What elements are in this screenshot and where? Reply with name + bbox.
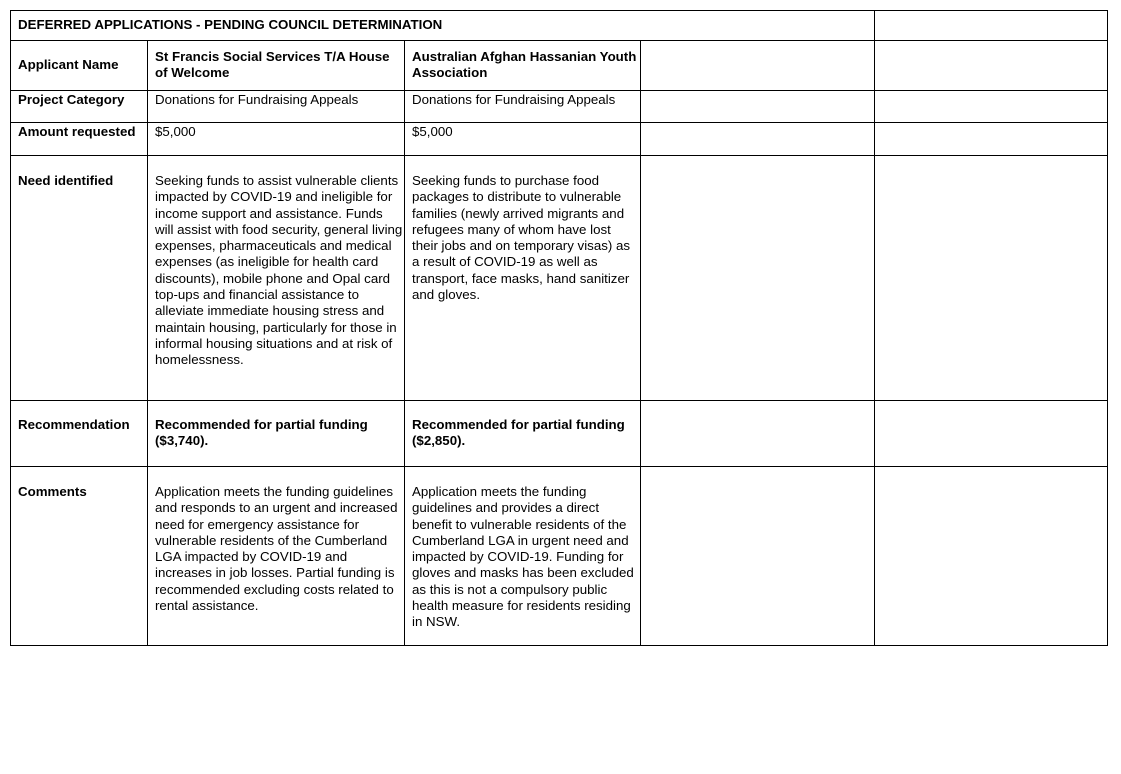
amount-requested-label: Amount requested — [11, 123, 148, 156]
recommendation-1: Recommended for partial funding ($3,740). — [148, 401, 405, 467]
empty-cell — [875, 401, 1108, 467]
amount-requested-row — [11, 123, 1108, 156]
empty-cell — [875, 11, 1108, 41]
comments-1: Application meets the funding guidelines and responds to an urgent and increased need for emergency assistance for vulnerable residents of the Cumberland LGA impacted by COVID-19 and increases in job losses. Partial funding is recommended excluding costs related to rental assistance. — [148, 467, 405, 646]
empty-cell — [875, 467, 1108, 646]
applicant-name-label: Applicant Name — [11, 41, 148, 91]
project-category-row — [11, 91, 1108, 123]
empty-cell — [875, 156, 1108, 401]
need-identified-1: Seeking funds to assist vulnerable clients impacted by COVID-19 and ineligible for income support and assistance. Funds will assist with food security, general living expenses, pharmaceuticals and medical expenses (as ineligible for health card discounts), mobile phone and Opal card top-ups and financial assistance to alleviate immediate housing stress and maintain housing, particularly for those in informal housing situations and at risk of homelessness. — [148, 156, 405, 401]
recommendation-row — [11, 401, 1108, 467]
comments-2: Application meets the funding guidelines and provides a direct benefit to vulnerable residents of the Cumberland LGA in urgent need and impacted by COVID-19. Funding for gloves and masks has been excluded as this is not a compulsory public health measure for residents residing in NSW. — [405, 467, 641, 646]
empty-cell — [641, 401, 875, 467]
applicant-name-1: St Francis Social Services T/A House of Welcome — [148, 41, 405, 91]
table-title: DEFERRED APPLICATIONS - PENDING COUNCIL DETERMINATION — [11, 11, 875, 41]
empty-cell — [641, 91, 875, 123]
empty-cell — [641, 467, 875, 646]
empty-cell — [875, 41, 1108, 91]
applicant-name-2: Australian Afghan Hassanian Youth Association — [405, 41, 641, 91]
need-identified-2: Seeking funds to purchase food packages to distribute to vulnerable families (newly arrived migrants and refugees many of whom have lost their jobs and on temporary visas) as a result of COVID-19 as well as transport, face masks, hand sanitizer and gloves. — [405, 156, 641, 401]
need-identified-label: Need identified — [11, 156, 148, 401]
project-category-2: Donations for Fundraising Appeals — [405, 91, 641, 123]
empty-cell — [875, 91, 1108, 123]
project-category-1: Donations for Fundraising Appeals — [148, 91, 405, 123]
empty-cell — [641, 156, 875, 401]
comments-row — [11, 467, 1108, 646]
recommendation-label: Recommendation — [11, 401, 148, 467]
empty-cell — [641, 123, 875, 156]
title-row — [11, 11, 1108, 41]
empty-cell — [875, 123, 1108, 156]
amount-requested-1: $5,000 — [148, 123, 405, 156]
recommendation-2: Recommended for partial funding ($2,850). — [405, 401, 641, 467]
empty-cell — [641, 41, 875, 91]
project-category-label: Project Category — [11, 91, 148, 123]
amount-requested-2: $5,000 — [405, 123, 641, 156]
need-identified-row — [11, 156, 1108, 401]
applicant-name-row — [11, 41, 1108, 91]
deferred-applications-table — [10, 10, 1108, 646]
comments-label: Comments — [11, 467, 148, 646]
